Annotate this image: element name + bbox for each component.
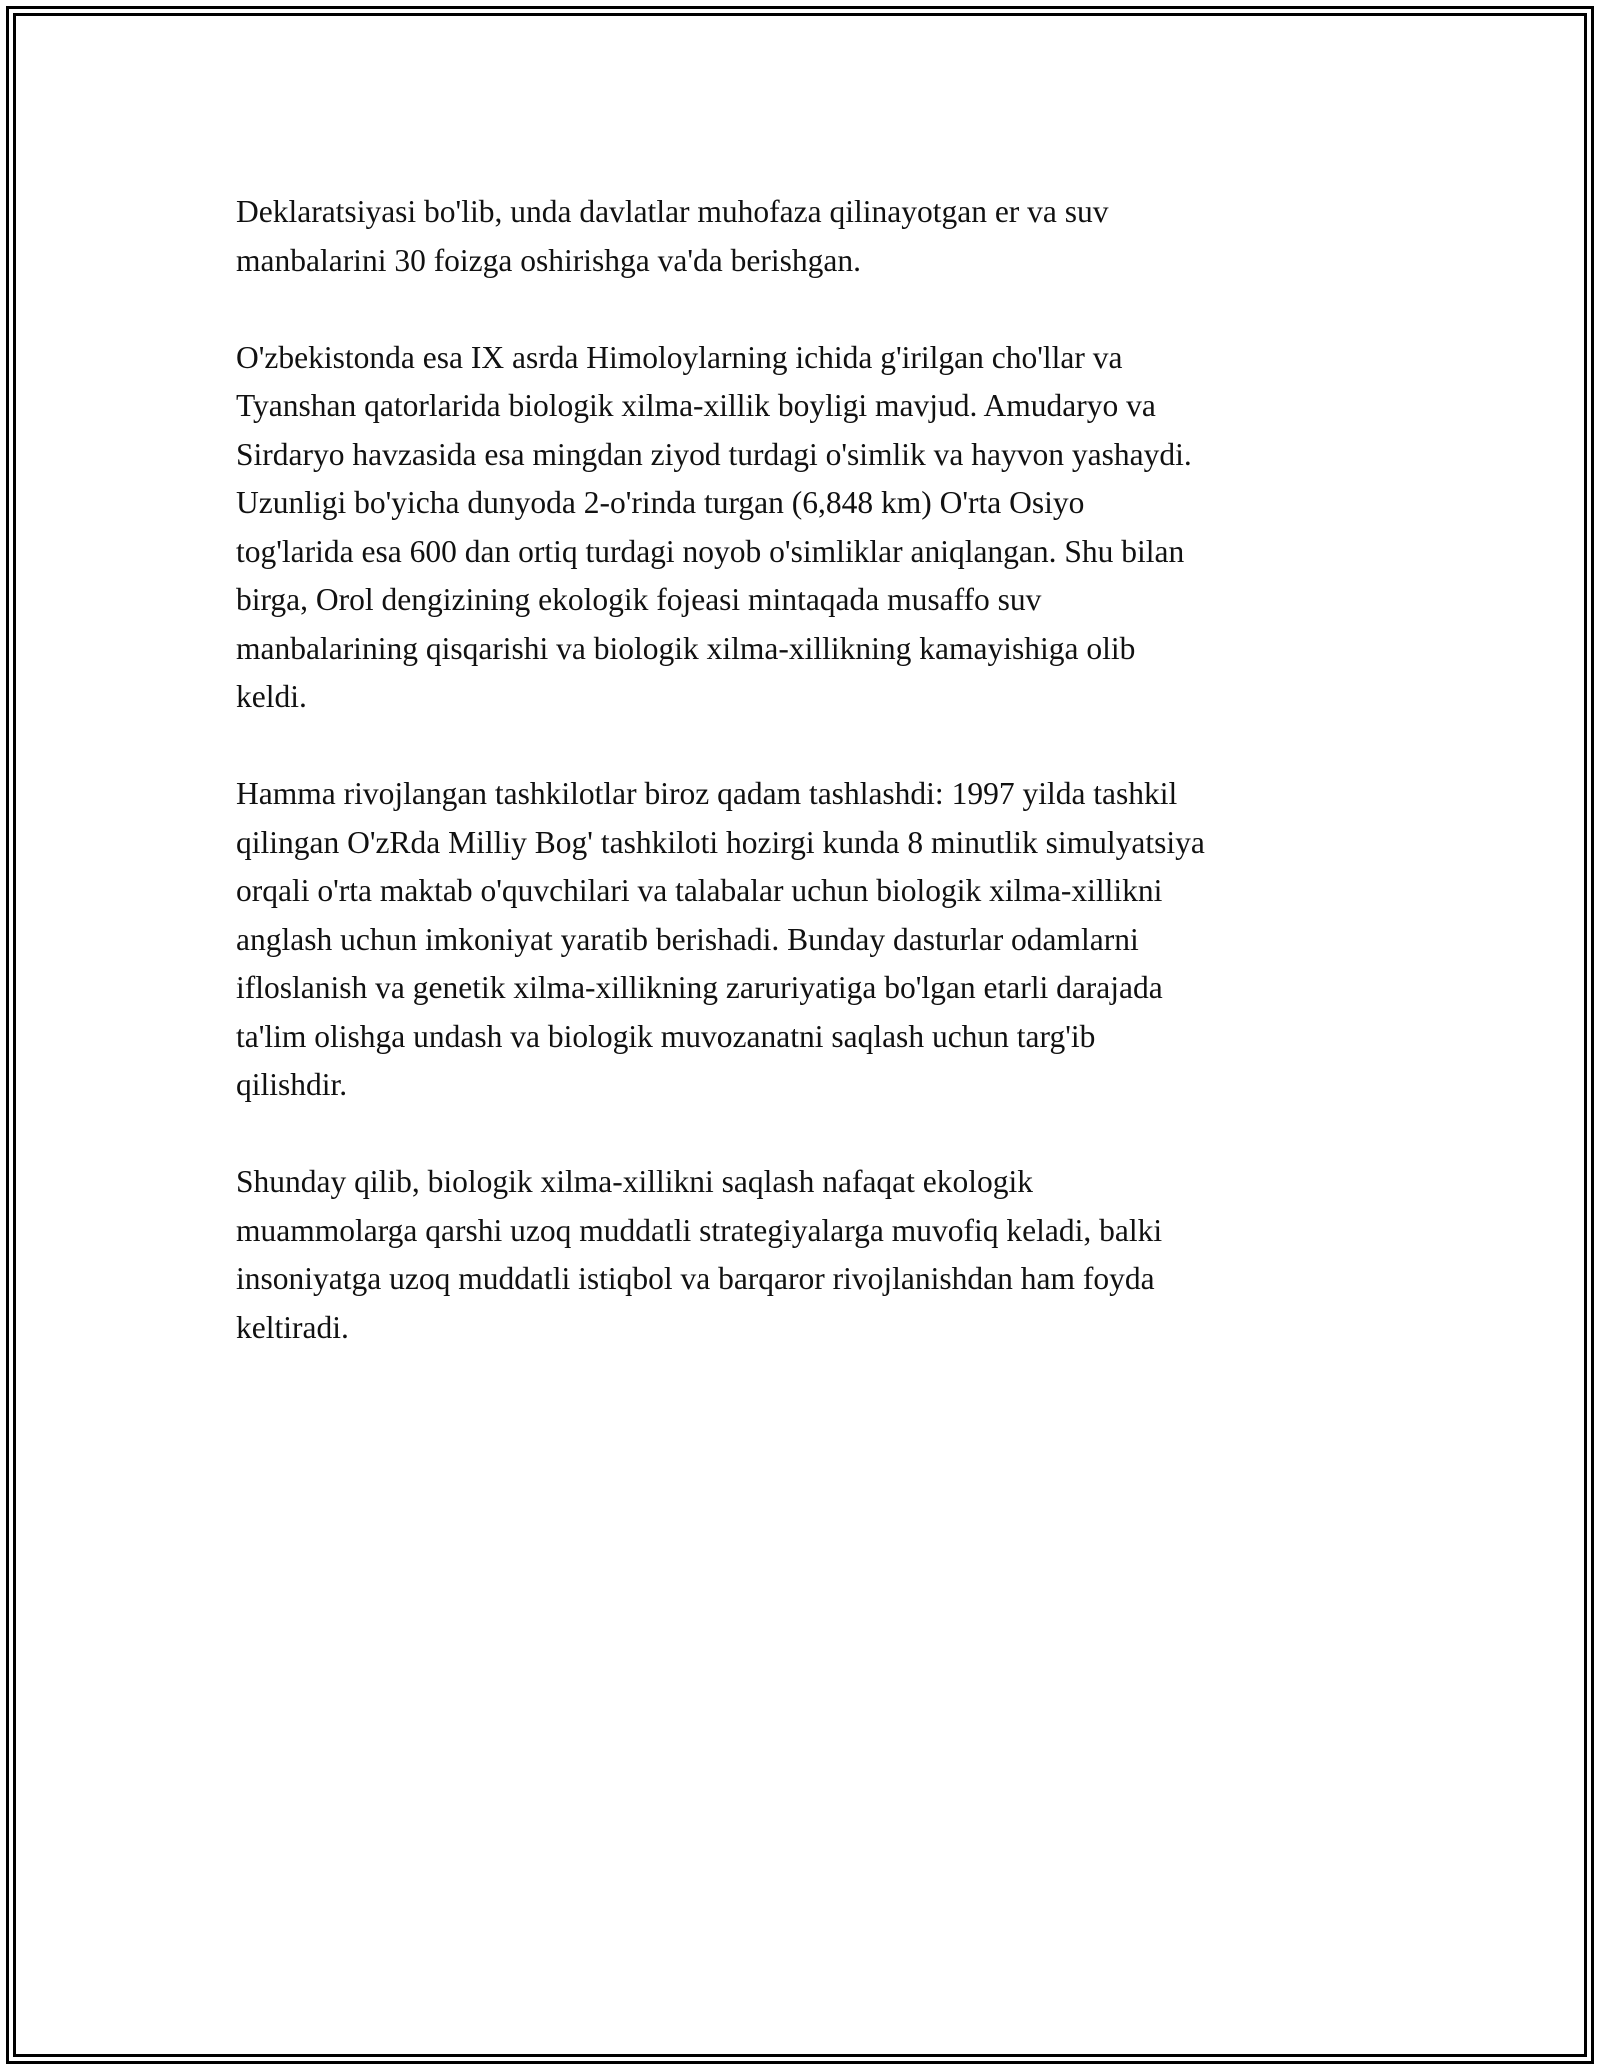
paragraph-declaration: Deklaratsiyasi bo'lib, unda davlatlar muhofaza qilinayotgan er va suv manbalarini 30 foizga oshirishga va'da berishgan. [236, 194, 1109, 278]
paragraph-uzbekistan-biodiversity: O'zbekistonda esa IX asrda Himoloylarning ichida g'irilgan cho'llar va Tyanshan qatorlarida biologik xilma-xillik boyligi mavjud. Amudaryo va Sirdaryo havzasida esa mingdan ziyod turdagi o'simlik va hayvon yashaydi. Uzunligi bo'yicha dunyoda 2-o'rinda turgan (6,848 km) O'rta Osiyo tog'larida esa 600 dan ortiq turdagi noyob o'simliklar aniqlangan. Shu bilan birga, Orol dengizining ekologik fojeasi mintaqada musaffo suv manbalarining qisqarishi va biologik xilma-xillikning kamayishiga olib keldi. [236, 339, 1192, 714]
paragraph-conclusion: Shunday qilib, biologik xilma-xillikni saqlash nafaqat ekologik muammolarga qarshi uzoq muddatli strategiyalarga muvofiq keladi, balki insoniyatga uzoq muddatli istiqbol va barqaror rivojlanishdan ham foyda keltiradi. [236, 1164, 1163, 1345]
paragraph-organizations: Hamma rivojlangan tashkilotlar biroz qadam tashlashdi: 1997 yilda tashkil qilingan O'zRda Milliy Bog' tashkiloti hozirgi kunda 8 minutlik simulyatsiya orqali o'rta maktab o'quvchilari va talabalar uchun biologik xilma-xillikni anglash uchun imkoniyat yaratib berishadi. Bunday dasturlar odamlarni ifloslanish va genetik xilma-xillikning zaruriyatiga bo'lgan etarli darajada ta'lim olishga undash va biologik muvozanatni saqlash uchun targ'ib qilishdir. [236, 776, 1205, 1102]
document-body [236, 188, 1386, 1401]
